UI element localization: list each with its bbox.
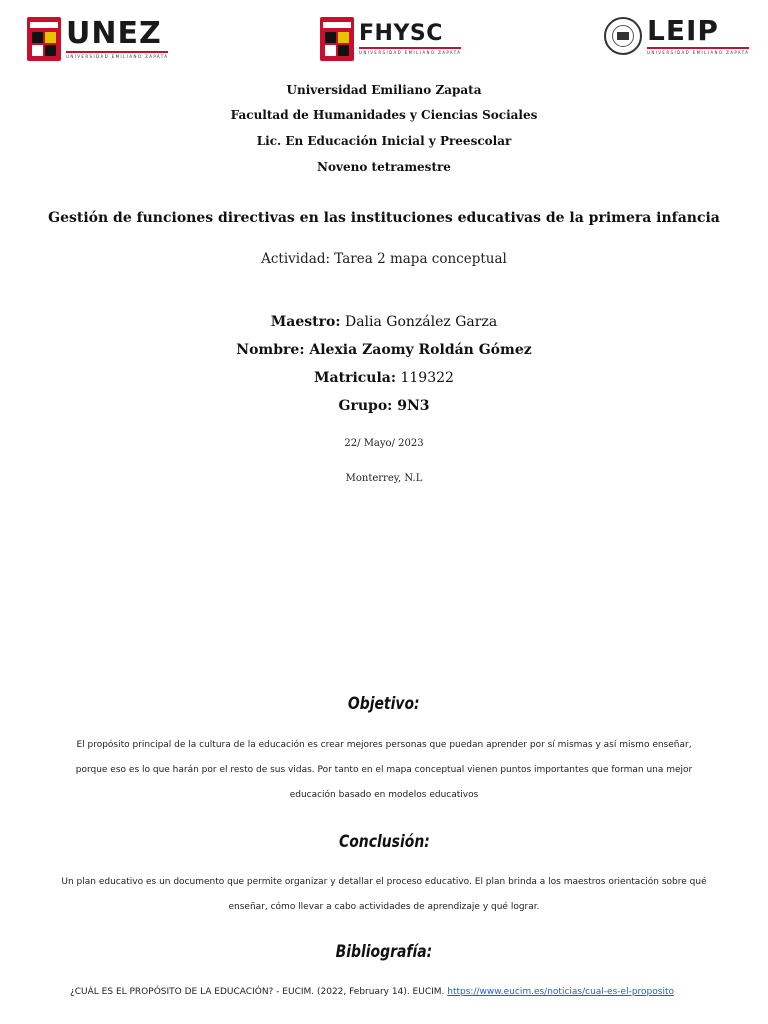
teacher-label: Maestro:	[270, 314, 341, 330]
objective-heading: Objetivo:	[348, 694, 420, 714]
group-label: Grupo:	[338, 398, 393, 414]
bibliography-link[interactable]: https://www.eucim.es/noticias/cual-es-el-proposito	[447, 987, 674, 997]
fhysc-shield-icon	[320, 17, 354, 61]
bibliography-heading: Bibliografía:	[335, 942, 433, 962]
objective-text: El propósito principal de la cultura de la educación es crear mejores personas que puedan aprender por sí mismas y así mismo enseñar, porque eso es lo que harán por el resto de sus vidas. Por tanto en el mapa conceptual vienen puntos importantes que forman una mejor educación basado en modelos educativos	[75, 740, 693, 800]
faculty-name: Facultad de Humanidades y Ciencias Sociales	[230, 108, 538, 122]
course-title: Gestión de funciones directivas en las instituciones educativas de la primera infancia	[48, 210, 720, 226]
id-line	[0, 370, 768, 386]
fhysc-logo-subtitle: UNIVERSIDAD EMILIANO ZAPATA	[359, 50, 462, 55]
id-label: Matricula:	[314, 370, 397, 386]
group-line	[0, 398, 768, 414]
location-label: Monterrey, N.L	[345, 473, 423, 484]
teacher-line	[0, 314, 768, 330]
leip-logo-word: LEIP	[647, 14, 719, 47]
bibliography-entry	[70, 987, 730, 997]
unez-logo	[27, 17, 168, 61]
date-label: 22/ Mayo/ 2023	[344, 438, 424, 449]
name-label: Nombre:	[236, 342, 305, 358]
bibliography-heading-wrap	[0, 942, 768, 962]
id-value: 119322	[396, 370, 454, 386]
teacher-value: Dalia González Garza	[340, 314, 498, 330]
leip-seal-icon	[604, 17, 642, 55]
unez-logo-word: UNEZ	[66, 16, 162, 51]
group-value: 9N3	[392, 398, 430, 414]
conclusion-heading: Conclusión:	[338, 832, 430, 852]
conclusion-text: Un plan educativo es un documento que permite organizar y detallar el proceso educativo. El plan brinda a los maestros orientación sobre qué enseñar, cómo llevar a cabo actividades de aprendizaje y qué lograr.	[61, 877, 707, 912]
fhysc-logo	[320, 17, 461, 61]
leip-logo-subtitle: UNIVERSIDAD EMILIANO ZAPATA	[647, 50, 750, 55]
unez-shield-icon	[27, 17, 61, 61]
bibliography-citation: ¿CUÁL ES EL PROPÓSITO DE LA EDUCACIÓN? - EUCIM. (2022, February 14). EUCIM.	[70, 987, 448, 997]
conclusion-heading-wrap	[0, 832, 768, 852]
objective-heading-wrap	[0, 694, 768, 714]
activity-label: Actividad: Tarea 2 mapa conceptual	[261, 251, 507, 267]
term-label: Noveno tetramestre	[317, 160, 451, 174]
fhysc-logo-word: FHYSC	[359, 21, 443, 46]
unez-logo-subtitle: UNIVERSIDAD EMILIANO ZAPATA	[66, 54, 169, 59]
leip-logo	[604, 14, 750, 55]
name-line	[0, 342, 768, 358]
degree-name: Lic. En Educación Inicial y Preescolar	[256, 134, 512, 148]
university-name: Universidad Emiliano Zapata	[286, 83, 482, 97]
name-value: Alexia Zaomy Roldán Gómez	[304, 342, 532, 358]
